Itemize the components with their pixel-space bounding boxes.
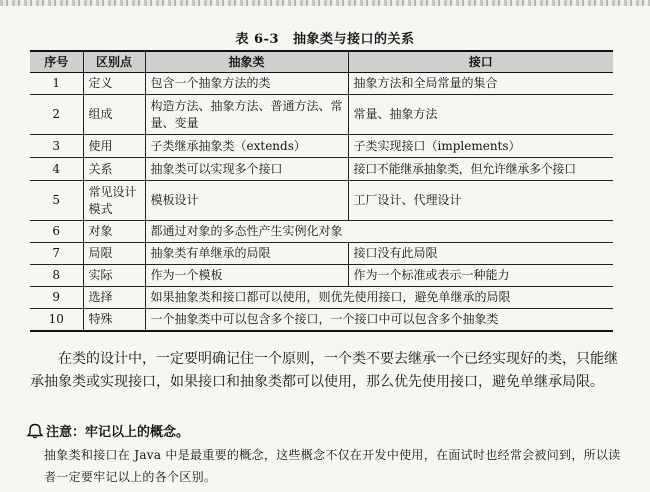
row-merged-cell: 如果抽象类和接口都可以使用，则优先使用接口，避免单继承的局限 [145, 287, 613, 309]
table-row [30, 181, 613, 221]
row-abstract-cell: 抽象类有单继承的局限 [145, 243, 348, 265]
row-number: 1 [30, 73, 83, 95]
body-paragraph: 在类的设计中，一定要明确记住一个原则，一个类不要去继承一个已经实现好的类，只能继承抽象类或实现接口，如果接口和抽象类都可以使用，那么优先使用接口，避免单继承局限。 [30, 351, 618, 390]
table-row [30, 265, 613, 287]
row-aspect: 定义 [83, 73, 145, 95]
row-abstract-cell: 子类继承抽象类（extends） [145, 135, 348, 158]
table-row [30, 243, 613, 265]
row-aspect: 常见设计模式 [83, 181, 145, 221]
table-row [30, 287, 613, 309]
note-title-text: 注意：牢记以上的概念。 [46, 425, 190, 440]
table-caption-number: 表 6-3 [235, 32, 279, 47]
table-row [30, 221, 613, 243]
row-number: 2 [30, 95, 83, 135]
row-aspect: 实际 [83, 265, 145, 287]
note-body: 抽象类和接口在 Java 中是最重要的概念，这些概念不仅在开发中使用，在面试时也经常会被问到，所以读者一定要牢记以上的各个区别。 [44, 448, 621, 484]
header-cell-interface: 接口 [348, 51, 613, 73]
table-caption [0, 28, 650, 47]
row-interface-cell: 接口没有此局限 [348, 243, 613, 265]
row-interface-cell: 作为一个标准或表示一种能力 [348, 265, 613, 287]
row-abstract-cell: 构造方法、抽象方法、普通方法、常量、变量 [145, 95, 348, 135]
row-abstract-cell: 抽象类可以实现多个接口 [145, 158, 348, 181]
row-number: 5 [30, 181, 83, 221]
comparison-table [30, 50, 613, 332]
bell-note-icon [26, 423, 44, 439]
table-caption-title: 抽象类与接口的关系 [293, 32, 415, 47]
note-heading [26, 421, 189, 440]
row-interface-cell: 抽象方法和全局常量的集合 [348, 73, 613, 95]
row-aspect: 使用 [83, 135, 145, 158]
row-number: 9 [30, 287, 83, 309]
row-number: 6 [30, 221, 83, 243]
row-interface-cell: 接口不能继承抽象类，但允许继承多个接口 [348, 158, 613, 181]
table-row [30, 73, 613, 95]
table-row [30, 309, 613, 331]
row-aspect: 关系 [83, 158, 145, 181]
row-abstract-cell: 模板设计 [145, 181, 348, 221]
header-cell-abstract-class: 抽象类 [145, 51, 348, 73]
row-number: 10 [30, 309, 83, 331]
row-aspect: 对象 [83, 221, 145, 243]
row-aspect: 组成 [83, 95, 145, 135]
row-number: 7 [30, 243, 83, 265]
row-abstract-cell: 作为一个模板 [145, 265, 348, 287]
row-merged-cell: 都通过对象的多态性产生实例化对象 [145, 221, 613, 243]
table-row [30, 95, 613, 135]
row-aspect: 特殊 [83, 309, 145, 331]
row-number: 8 [30, 265, 83, 287]
header-cell-number: 序号 [30, 51, 83, 73]
table-row [30, 158, 613, 181]
scan-edge-strip [0, 0, 650, 6]
row-aspect: 选择 [83, 287, 145, 309]
header-cell-aspect: 区别点 [83, 51, 145, 73]
row-number: 3 [30, 135, 83, 158]
table-row [30, 135, 613, 158]
row-interface-cell: 工厂设计、代理设计 [348, 181, 613, 221]
row-number: 4 [30, 158, 83, 181]
row-interface-cell: 子类实现接口（implements） [348, 135, 613, 158]
row-interface-cell: 常量、抽象方法 [348, 95, 613, 135]
row-abstract-cell: 包含一个抽象方法的类 [145, 73, 348, 95]
row-merged-cell: 一个抽象类中可以包含多个接口，一个接口中可以包含多个抽象类 [145, 309, 613, 331]
table-header-row [30, 51, 613, 73]
row-aspect: 局限 [83, 243, 145, 265]
